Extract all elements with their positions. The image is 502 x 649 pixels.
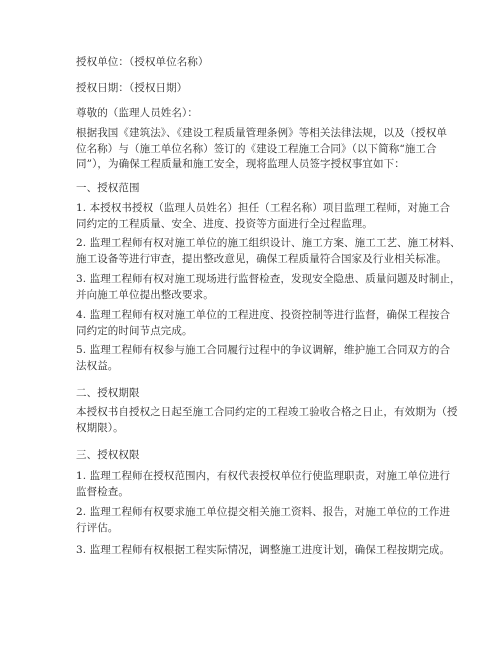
- section1-item-3-line-1: 3. 监理工程师有权对施工现场进行监督检查，发现安全隐患、质量问题及时制止，: [76, 273, 461, 285]
- intro-line-3: 同”），为确保工程质量和施工安全，现将监理人员签字授权事宜如下：: [76, 158, 405, 170]
- section1-item-1-line-1: 1. 本授权书授权（监理人员姓名）担任（工程名称）项目监理工程师，对施工合: [76, 202, 451, 214]
- auth-unit-line: 授权单位：（授权单位名称）: [76, 56, 209, 68]
- section2-line-2: 权期限）。: [76, 421, 124, 434]
- section3-item-3-line-1: 3. 监理工程师有权根据工程实际情况，调整施工进度计划，确保工程按期完成。: [76, 544, 451, 556]
- section1-item-3: [76, 272, 461, 303]
- auth-date-line: 授权日期：（授权日期）: [76, 82, 188, 94]
- section2-paragraph: [76, 405, 458, 436]
- section1-heading: 一、授权范围: [76, 182, 140, 194]
- section3-item-2-line-1: 2. 监理工程师有权要求施工单位提交相关施工资料、报告，对施工单位的工作进: [76, 506, 451, 518]
- section1-item-5-line-2: 法权益。: [76, 359, 119, 372]
- section3-item-2-line-2: 行评估。: [76, 521, 119, 534]
- section3-item-1: [76, 469, 451, 500]
- section1-item-4: [76, 308, 451, 339]
- section3-heading: 三、授权权限: [76, 449, 140, 461]
- section1-item-4-line-2: 同约定的时间节点完成。: [76, 324, 193, 337]
- salutation-line: 尊敬的（监理人员姓名）：: [76, 107, 198, 119]
- section1-item-2-line-2: 施工设备等进行审查，提出整改意见，确保工程质量符合国家及行业相关标准。: [76, 252, 447, 265]
- section1-item-1: [76, 201, 451, 232]
- intro-paragraph: [76, 126, 448, 173]
- section1-item-3-line-2: 并向施工单位提出整改要求。: [76, 288, 214, 301]
- section1-item-2: [76, 236, 461, 267]
- section1-item-4-line-1: 4. 监理工程师有权对施工单位的工程进度、投资控制等进行监督，确保工程按合: [76, 309, 451, 321]
- section3-item-3: [76, 543, 451, 559]
- intro-line-2: 位名称）与（施工单位名称）签订的《建设工程施工合同》（以下简称“施工合: [76, 142, 437, 155]
- section1-item-5: [76, 343, 451, 374]
- section2-line-1: 本授权书自授权之日起至施工合同约定的工程竣工验收合格之日止，有效期为（授: [76, 406, 458, 418]
- intro-line-1: 根据我国《建筑法》、《建设工程质量管理条例》等相关法律法规，以及（授权单: [76, 127, 448, 139]
- section3-item-2: [76, 505, 451, 536]
- section1-item-2-line-1: 2. 监理工程师有权对施工单位的施工组织设计、施工方案、施工工艺、施工材料、: [76, 237, 461, 249]
- section3-item-1-line-2: 监督检查。: [76, 485, 129, 498]
- section1-item-1-line-2: 同约定的工程质量、安全、进度、投资等方面进行全过程监理。: [76, 217, 373, 230]
- section2-heading: 二、授权期限: [76, 387, 140, 399]
- section1-item-5-line-1: 5. 监理工程师有权参与施工合同履行过程中的争议调解，维护施工合同双方的合: [76, 344, 451, 356]
- section3-item-1-line-1: 1. 监理工程师在授权范围内，有权代表授权单位行使监理职责，对施工单位进行: [76, 470, 451, 482]
